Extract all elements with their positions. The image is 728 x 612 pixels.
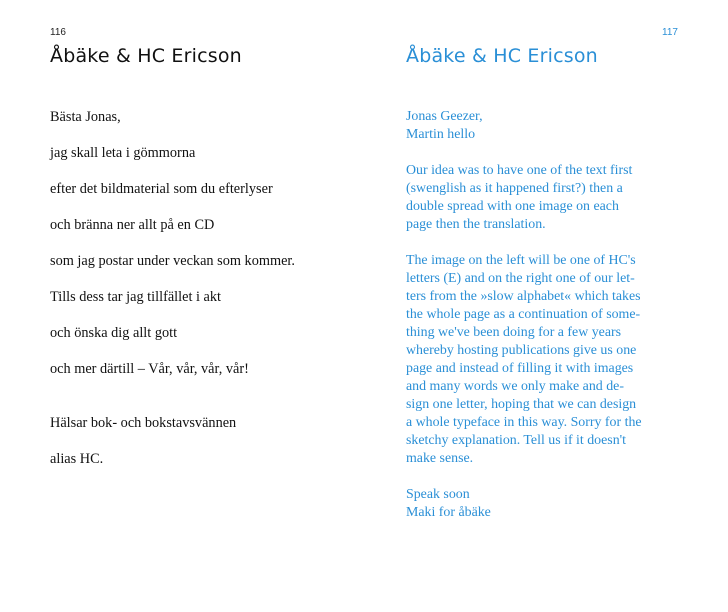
right-page-heading: Åbäke & HC Ericson — [406, 45, 598, 67]
letter-line: Jonas Geezer, — [406, 109, 483, 124]
letter-line: Bästa Jonas, — [50, 109, 121, 125]
letter-line: Our idea was to have one of the text first — [406, 163, 633, 178]
letter-line: Hälsar bok- och bokstavsvännen — [50, 415, 237, 431]
letter-line: make sense. — [406, 451, 474, 466]
letter-line: The image on the left will be one of HC's — [406, 253, 636, 268]
english-letter — [406, 108, 676, 522]
letter-line: Maki for åbäke — [406, 505, 491, 520]
letter-line: Speak soon — [406, 487, 470, 502]
letter-line: alias HC. — [50, 451, 104, 467]
letter-line: double spread with one image on each — [406, 199, 619, 214]
right-page — [364, 0, 728, 612]
letter-line: och bränna ner allt på en CD — [50, 217, 215, 233]
page-number-right: 117 — [662, 27, 678, 38]
letter-line: Tills dess tar jag tillfället i akt — [50, 289, 222, 305]
letter-line: efter det bildmaterial som du efterlyser — [50, 181, 273, 197]
letter-line: and many words we only make and de- — [406, 379, 624, 394]
letter-line: a whole typeface in this way. Sorry for the — [406, 415, 642, 430]
letter-line: sign one letter, hoping that we can design — [406, 397, 637, 412]
letter-line: som jag postar under veckan som kommer. — [50, 253, 295, 269]
paragraph-gap — [50, 396, 295, 414]
left-page-heading: Åbäke & HC Ericson — [50, 45, 242, 67]
paragraph-gap — [406, 144, 676, 162]
letter-line: the whole page as a continuation of some- — [406, 307, 641, 322]
letter-line: jag skall leta i gömmorna — [50, 145, 196, 161]
page-number-left: 116 — [50, 27, 66, 38]
letter-line: Martin hello — [406, 127, 476, 142]
letter-line: letters (E) and on the right one of our let- — [406, 271, 635, 286]
letter-line: whereby hosting publications give us one — [406, 343, 637, 358]
letter-line: och önska dig allt gott — [50, 325, 178, 341]
paragraph-gap — [406, 468, 676, 486]
letter-line: page and instead of filling it with images — [406, 361, 634, 376]
letter-line: sketchy explanation. Tell us if it doesn't — [406, 433, 627, 448]
letter-line: page then the translation. — [406, 217, 546, 232]
letter-line: ters from the »slow alphabet« which takes — [406, 289, 641, 304]
letter-line: (swenglish as it happened first?) then a — [406, 181, 623, 196]
letter-line: och mer därtill – Vår, vår, vår, vår! — [50, 361, 249, 377]
swedish-letter — [50, 108, 295, 486]
paragraph-gap — [406, 234, 676, 252]
letter-line: thing we've been doing for a few years — [406, 325, 622, 340]
